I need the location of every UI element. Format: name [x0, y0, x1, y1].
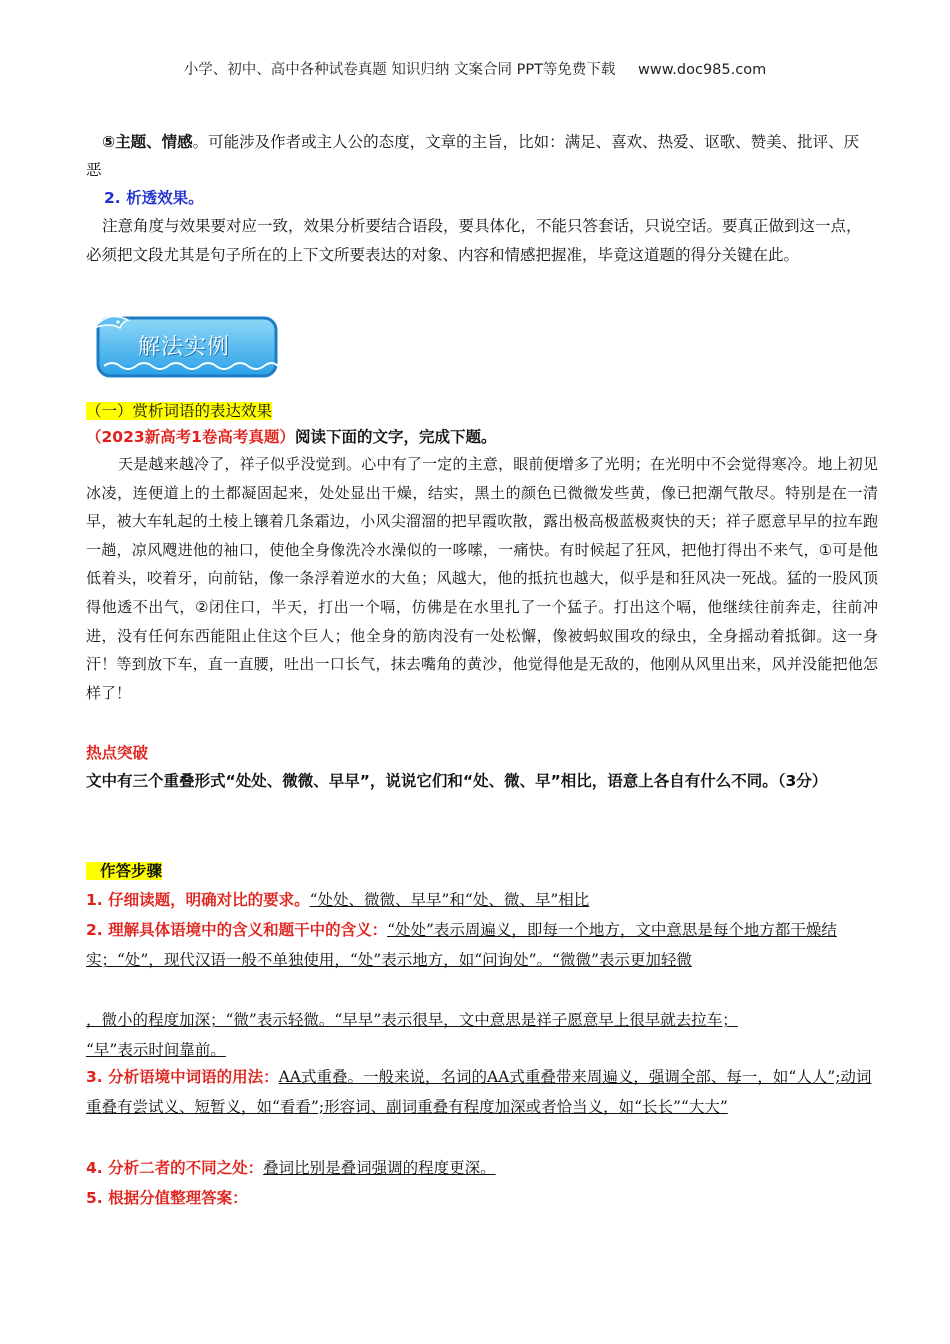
header-text: 小学、初中、高中各种试卷真题 知识归纳 文案合同 PPT等免费下载 — [183, 62, 616, 78]
step-2-text: “处处”表示周遍义，即每一个地方，文中意思是每个地方都干燥结实；“处”，现代汉语一般不单独使用，“处”表示地方，如“问询处”。“微微”表示更加轻微 — [86, 921, 837, 969]
instruction: 阅读下面的文字，完成下题。 — [294, 428, 497, 446]
item5 — [86, 128, 864, 184]
step-2-text2: ，微小的程度加深；“微”表示轻微。“早早”表示很早，文中意思是祥子愿意早上很早就去拉车； — [86, 1011, 738, 1029]
step-3-label: 3. 分析语境中词语的用法： — [86, 1068, 279, 1086]
page-header — [0, 58, 950, 79]
intro-para: 注意角度与效果要对应一致，效果分析要结合语段，要具体化，不能只答套话，只说空话。要真正做到这一点，必须把文段尤其是句子所在的上下文所要表达的对象、内容和情感把握准，毕竟这道题的得分关键在此。 — [86, 217, 862, 264]
header-site: www.doc985.com — [638, 62, 767, 78]
passage-text: 天是越来越冷了，祥子似乎没觉到。心中有了一定的主意，眼前便增多了光明；在光明中不会觉得寒冷。地上初见冰凌，连便道上的土都凝固起来，处处显出干燥，结实，黑土的颜色已微微发些黄，像已把潮气散尽。特别是在一清早，被大车轧起的土棱上镶着几条霜边，小风尖溜溜的把早霞吹散，露出极高极蓝极爽快的天；祥子愿意早早的拉车跑一趟，凉风飕进他的袖口，使他全身像洗冷水澡似的一哆嗦，一痛快。有时候起了狂风，把他打得出不来气，①可是他低着头，咬着牙，向前钻，像一条浮着逆水的大鱼；风越大，他的抵抗也越大，似乎是和狂风决一死战。猛的一股风顶得他透不出气，②闭住口，半天，打出一个嗝，仿佛是在水里扎了一个猛子。打出这个嗝，他继续往前奔走，往前冲进，没有任何东西能阻止住这个巨人；他全身的筋肉没有一处松懈，像被蚂蚁围攻的绿虫，全身摇动着抵御。这一身汗！等到放下车，直一直腰，吐出一口长气，抹去嘴角的黄沙，他觉得他是无敌的，他刚从风里出来，风并没能把他怎样了！ — [86, 455, 878, 702]
step-5-label: 5. 根据分值整理答案： — [86, 1189, 248, 1207]
step-2 — [86, 915, 876, 975]
step-1-text: “处处、微微、早早”和“处、微、早”相比 — [309, 891, 590, 909]
step-1-label: 1. 仔细读题，明确对比的要求。 — [86, 891, 310, 909]
step-4 — [86, 1153, 876, 1183]
source-line — [86, 422, 876, 452]
reading-passage — [86, 450, 878, 707]
step-5 — [86, 1183, 876, 1213]
step-4-text: 叠词比别是叠词强调的程度更深。 — [263, 1159, 496, 1177]
intro-block — [86, 128, 864, 270]
item5-text: 。可能涉及作者或主人公的态度，文章的主旨，比如：满足、喜欢、热爱、讴歌、赞美、批评、厌恶 — [86, 133, 860, 179]
hotspot-title: 热点突破 — [86, 744, 149, 762]
item5-label: ⑤主题、情感 — [102, 133, 193, 151]
step-2-text3: “早”表示时间靠前。 — [86, 1041, 226, 1059]
steps-title: 作答步骤 — [86, 862, 162, 880]
step-4-label: 4. 分析二者的不同之处： — [86, 1159, 264, 1177]
method-banner — [90, 308, 280, 380]
step-3-text: AA式重叠。一般来说，名词的AA式重叠带来周遍义，强调全部、每一，如“人人”;动词重叠有尝试义、短暂义，如“看看”;形容词、副词重叠有程度加深或者恰当义，如“长长”“大大” — [86, 1068, 872, 1116]
section-title: （一）赏析词语的表达效果 — [86, 402, 273, 420]
step-2-cont2 — [86, 1035, 876, 1065]
heading2: 2. 析透效果。 — [104, 189, 204, 207]
banner-label: 解法实例 — [138, 335, 231, 360]
step-1 — [86, 885, 876, 915]
step-2-cont — [86, 1005, 876, 1035]
steps-title-line — [86, 856, 876, 886]
step-2-label: 2. 理解具体语境中的含义和题干中的含义： — [86, 921, 388, 939]
hotspot-question: 文中有三个重叠形式“处处、微微、早早”，说说它们和“处、微、早”相比，语意上各自有什么不同。（3分） — [86, 772, 828, 790]
source-label: （2023新高考1卷高考真题） — [86, 428, 295, 446]
step-3 — [86, 1062, 876, 1122]
